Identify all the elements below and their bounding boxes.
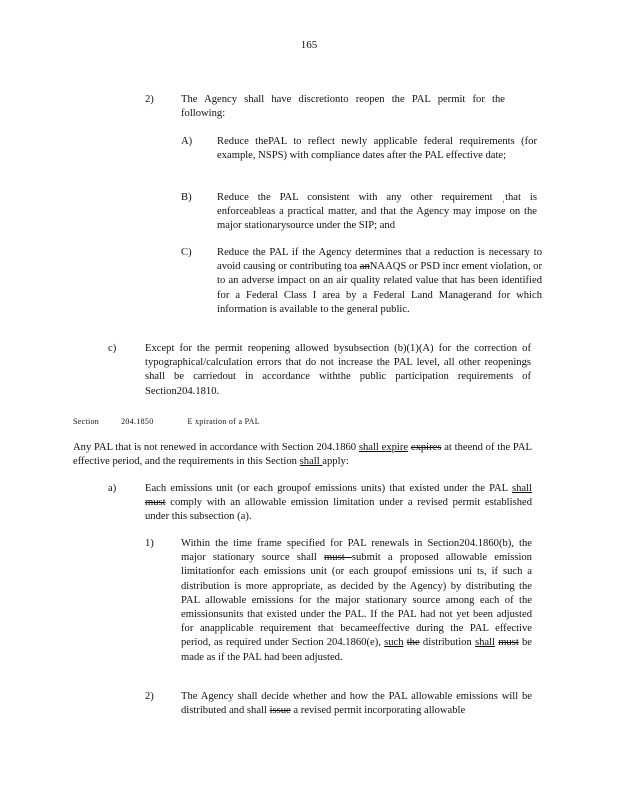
section-number: 204.1850 bbox=[121, 417, 154, 426]
item-C-deleted: an bbox=[359, 261, 370, 273]
item-a-label: a) bbox=[108, 483, 117, 494]
item-1-text-d: be made as if the PAL had been adjusted. bbox=[181, 637, 532, 663]
item-B-text bbox=[217, 191, 537, 234]
item-B-text-a: Reduce the PAL consistent with any other requirement bbox=[217, 192, 502, 203]
section-label: Section bbox=[73, 417, 100, 426]
item-c-label: c) bbox=[108, 343, 117, 354]
item-2b-text-a: The Agency shall decide whether and how the PAL allowable emissions will be distributed and shall bbox=[181, 691, 532, 717]
item-B-text-b: that is enforceableas a practical matter, and that the Agency may impose on the major stationarysource under the SIP; and bbox=[217, 192, 537, 232]
item-2b-label: 2) bbox=[145, 691, 154, 702]
item-a-deleted: must bbox=[145, 497, 166, 509]
item-1-deleted-1: must bbox=[324, 552, 352, 564]
item-1-text-a: Within the time frame specified for PAL renewals in Section204.1860(b), the major stationary source shall bbox=[181, 538, 532, 564]
item-a-inserted: shall bbox=[511, 483, 532, 494]
item-2b-text-b: a revised permit incorporating allowable bbox=[290, 705, 466, 717]
item-C-label: C) bbox=[181, 247, 192, 258]
item-2b-text bbox=[181, 690, 532, 718]
item-2b-deleted: issue bbox=[269, 705, 291, 717]
item-1-text bbox=[181, 537, 532, 665]
item-C-text-a: Reduce the PAL if the Agency determines that a reduction is necessary to avoid causing or contributing toa bbox=[217, 247, 542, 273]
section-title: E xpiration of a PAL bbox=[187, 417, 260, 426]
item-C-text bbox=[217, 246, 542, 317]
item-2-label: 2) bbox=[145, 94, 154, 105]
item-2-text: The Agency shall have discretionto reopen the PAL permit for the following: bbox=[181, 94, 505, 120]
item-1-deleted-2: the bbox=[406, 637, 420, 649]
item-A-label: A) bbox=[181, 136, 193, 147]
intro-text-a: Any PAL that is not renewed in accordance with Section 204.1860 bbox=[73, 442, 359, 453]
item-c-text: Except for the permit reopening allowed bysubsection (b)(1)(A) for the correction of typographical/calculation errors that do not increase the PAL level, all other reopenings shall be carriedout in accordance withthe public participation requirements of Section204.1810. bbox=[145, 343, 531, 397]
intro-text-b: at theend of the PAL effective period, and the requirements in this Section bbox=[73, 442, 532, 468]
item-a-text-a: Each emissions unit (or each groupof emissions units) that existed under the PAL bbox=[145, 483, 512, 494]
intro-inserted-1: shall expire bbox=[358, 442, 409, 453]
item-a-text bbox=[145, 482, 532, 525]
intro-inserted-2: shall bbox=[299, 456, 323, 468]
item-B-tick: ˌ bbox=[501, 192, 506, 203]
intro-deleted-1: expires bbox=[410, 442, 442, 453]
item-1-deleted-3: must bbox=[498, 637, 519, 649]
item-1-text-b: submit a proposed allowable emission limitationfor each emissions unit (or each groupof emissions uni ts, if such a distribution is more appropriate, as decided by the Agency) by distributing the PAL allowable emissions for the major stationary source among each of the emissionsunits that existed under the PAL. If the PAL had not yet been adjusted for anapplicable requirement that becameeffective during the PAL effective period, as required under Section 204.1860(e), bbox=[181, 552, 532, 649]
page-number: 165 bbox=[300, 39, 318, 51]
intro-text-c: apply: bbox=[322, 456, 349, 468]
intro-paragraph bbox=[73, 441, 532, 469]
section-heading bbox=[73, 415, 260, 429]
item-B-label: B) bbox=[181, 192, 192, 203]
item-a-text-b: comply with an allowable emission limitation under a revised permit established under this subsection (a). bbox=[145, 497, 532, 523]
item-1-inserted-1: such bbox=[384, 637, 404, 649]
item-C-text-b: NAAQS or PSD incr ement violation, or to an adverse impact on an air quality related value that has been identified for a Federal Class I area by a Federal Land Managerand for which information is available to the general public. bbox=[217, 261, 542, 315]
item-1-text-c: distribution bbox=[419, 637, 475, 649]
item-A-text: Reduce thePAL to reflect newly applicable federal requirements (for example, NSPS) with compliance dates after the PAL effective date; bbox=[217, 136, 537, 162]
item-1-inserted-2: shall bbox=[474, 637, 495, 649]
item-1-label: 1) bbox=[145, 538, 154, 549]
